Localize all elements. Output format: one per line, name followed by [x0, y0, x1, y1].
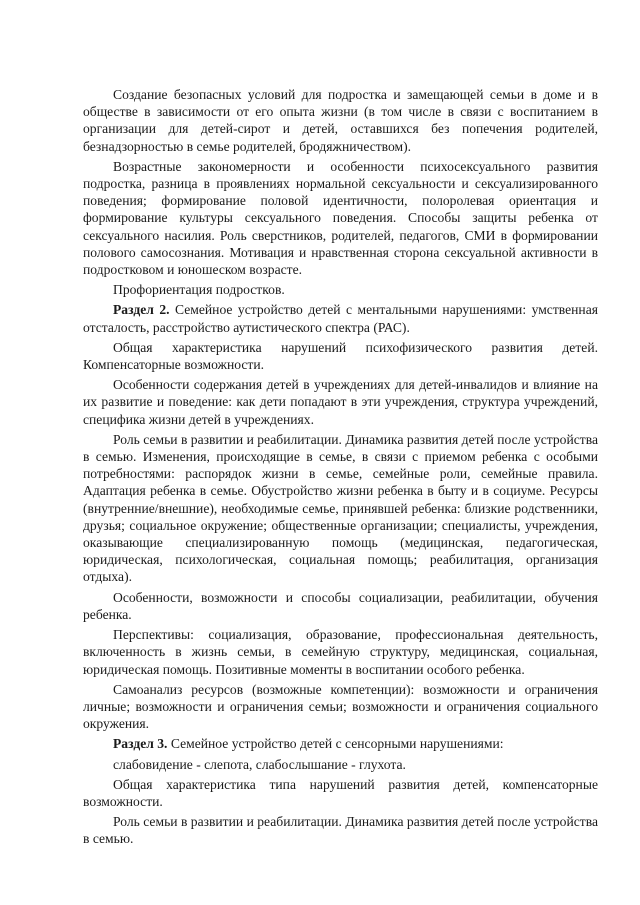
paragraph-career-guidance: Профориентация подростков.	[113, 282, 285, 298]
paragraph-sensory-types: слабовидение - слепота, слабослышание - глухота.	[113, 756, 406, 772]
section-2-label: Раздел 2.	[113, 302, 170, 318]
section-2-title: Семейное устройство детей с ментальными нарушениями: умственная отсталость, расстройство аутистического спектра (РАС).	[83, 302, 598, 335]
paragraph-general-characteristics: Общая характеристика нарушений психофизического развития детей. Компенсаторные возможности.	[83, 339, 598, 373]
paragraph-institutions: Особенности содержания детей в учреждениях для детей-инвалидов и влияние на их развитие и поведение: как дети попадают в эти учреждения, структура учреждений, специфика жизни детей в учреждениях.	[83, 377, 598, 427]
paragraph-socialization: Особенности, возможности и способы социализации, реабилитации, обучения ребенка.	[83, 589, 598, 622]
section-3-title: Семейное устройство детей с сенсорными нарушениями:	[167, 736, 504, 752]
section-2-heading	[83, 301, 598, 335]
section-3-label: Раздел 3.	[113, 736, 168, 752]
paragraph-perspectives: Перспективы: социализация, образование, профессиональная деятельность, включенность в жизнь семьи, в семейную структуру, медицинская, социальная, юридическая помощь. Позитивные моменты в воспитании особого ребенка.	[83, 627, 598, 677]
paragraph-psychosexual-development: Возрастные закономерности и особенности психосексуального развития подростка, разница в проявлениях нормальной сексуальности и сексуализированного поведения; формирование половой идентичности, полоролевая ориентация и формирование культуры сексуального поведения. Способы защиты ребенка от сексуального насилия. Роль сверстников, родителей, педагогов, СМИ в формировании полового самосознания. Мотивация и нравственная сторона сексуальной активности в подростковом и юношеском возрасте.	[83, 158, 598, 278]
paragraph-sensory-family-role: Роль семьи в развитии и реабилитации. Динамика развития детей после устройства в семью.	[83, 814, 598, 847]
paragraph-safe-conditions: Создание безопасных условий для подростка и замещающей семьи в доме и в обществе в зависимости от его опыта жизни (в том числе в связи с воспитанием в организации для детей-сирот и детей, оставшихся без попечения родителей, безнадзорностью в семье родителей, бродяжничеством).	[83, 87, 598, 154]
paragraph-family-role: Роль семьи в развитии и реабилитации. Динамика развития детей после устройства в семью. Изменения, происходящие в семье, в связи с приемом ребенка с особыми потребностями: распорядок жизни в семье, семейные роли, семейные правила. Адаптация ребенка в семье. Обустройство жизни ребенка в быту и в социуме. Ресурсы (внутренние/внешние), необходимые семье, принявшей ребенка: близкие родственники, друзья; социальное окружение; общественные организации; специалисты, учреждения, оказывающие специализированную помощь (медицинская, педагогическая, юридическая, психологическая, социальная помощь; реабилитация, организация отдыха).	[83, 431, 598, 585]
paragraph-sensory-characteristics: Общая характеристика типа нарушений развития детей, компенсаторные возможности.	[83, 776, 598, 809]
section-3-heading	[83, 735, 598, 752]
paragraph-self-analysis: Самоанализ ресурсов (возможные компетенции): возможности и ограничения личные; возможности и ограничения семьи; возможности и ограничения социального окружения.	[83, 681, 598, 732]
